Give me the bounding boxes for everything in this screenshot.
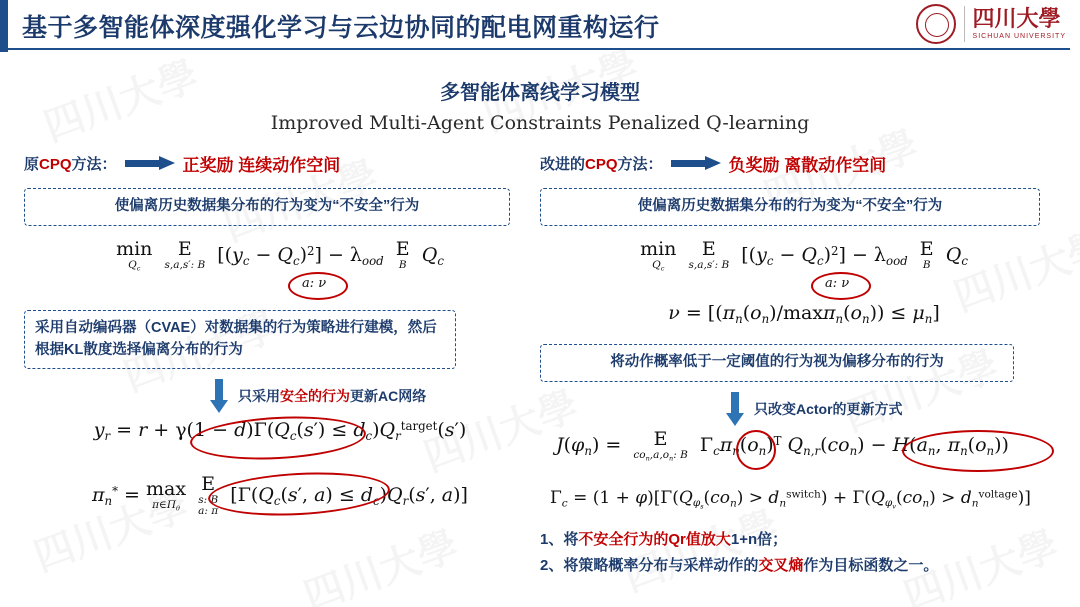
left-method-tag: 正奖励 连续动作空间	[182, 155, 341, 175]
left-arrow-note-red: 安全的行为	[280, 388, 350, 405]
left-method-header	[24, 150, 536, 176]
university-logo	[916, 4, 1066, 44]
left-method-label	[24, 153, 117, 174]
right-note-2-num: 2、	[540, 556, 564, 574]
left-column	[24, 150, 536, 531]
right-formula-j: $J(\varphi_n)$ = E $co_n,a,o_n$: B $\Gamma_c\pi_n(o_n)^T$ $Q_{n,r}(co_n) - H(a_n$, $\pi_n(o_n)$)	[540, 430, 1068, 478]
right-note-1-post: 1+n倍；	[730, 530, 788, 548]
right-note-2-pre: 将策略概率分布与采样动作的	[563, 556, 759, 574]
right-formula-1: min $Q_c$ E s,a,s′: B $[(y_c - Q_c)^2] - \lambda_{ood}$ E B $Q_c$ a: ν	[540, 240, 1068, 306]
seal-icon	[916, 4, 956, 44]
right-method-header	[540, 150, 1068, 176]
left-method-mid: CPQ	[39, 155, 72, 173]
right-arrow-note: 只改变Actor的更新方式	[754, 400, 903, 417]
right-method-tag: 负奖励 离散动作空间	[728, 155, 887, 175]
right-method-label	[540, 153, 663, 174]
left-box-1: 使偏离历史数据集分布的行为变为“不安全”行为	[24, 188, 510, 226]
down-arrow-icon-2	[726, 392, 744, 426]
left-arrow-note-post: 更新AC网络	[350, 388, 427, 405]
header-accent-bar	[0, 0, 8, 52]
right-arrow-icon-2	[671, 156, 721, 170]
down-arrow-icon	[210, 379, 228, 413]
left-formula-2: $y_r = r + \gamma(1 - d)\Gamma(Q_c(s') \le d_c)Q_r^{target}(s')$	[24, 419, 536, 463]
right-note-1	[540, 527, 1068, 553]
logo-name-en: SICHUAN UNIVERSITY	[972, 33, 1066, 40]
slide-subtitle-en: Improved Multi-Agent Constraints Penalized Q-learning	[270, 112, 810, 134]
logo-divider	[964, 6, 965, 42]
header-divider	[8, 48, 1070, 50]
right-box-2: 将动作概率低于一定阈值的行为视为偏移分布的行为	[540, 344, 1014, 382]
right-method-pre: 改进的	[540, 155, 586, 173]
left-formula-1: min $Q_c$ E s,a,s′: B $[(y_c - Q_c)^2] - \lambda_{ood}$ E B $Q_c$ a: ν	[24, 240, 536, 306]
left-method-post: 方法：	[71, 155, 117, 173]
left-arrow-note-pre: 只采用	[238, 388, 280, 405]
right-note-2-red: 交叉熵	[758, 556, 804, 574]
logo-name-cn: 四川大學	[972, 6, 1061, 32]
right-note-1-num: 1、	[540, 530, 564, 548]
right-note-1-red: 不安全行为的Qr值放大	[578, 530, 731, 548]
right-arrow-icon	[125, 156, 175, 170]
right-note-2	[540, 553, 1068, 579]
page-title: 基于多智能体深度强化学习与云边协同的配电网重构运行	[22, 14, 660, 42]
right-method-post: 方法：	[617, 155, 663, 173]
right-note-2-post: 作为目标函数之一。	[803, 556, 939, 574]
right-formula-nu: $\nu = [(\pi_n(o_n)/\max\pi_n(o_n)) \le \mu_n]$	[668, 301, 940, 326]
right-note-1-pre: 将	[563, 530, 579, 548]
left-method-pre: 原	[24, 155, 40, 173]
left-arrow-note-row	[210, 379, 536, 413]
left-formula-3: $\pi_n^*$ = max $\pi\in\Pi_\theta$ E s: B a: π [$\Gamma(Q_c(s'$, $a) \le d_c)Q_r(s'$, a)]	[24, 475, 536, 531]
left-arrow-note	[238, 386, 426, 406]
right-notes	[540, 527, 1068, 580]
slide-header	[0, 0, 1080, 52]
left-box-2: 采用自动编码器（CVAE）对数据集的行为策略进行建模，然后根据KL散度选择偏离分布的行为	[24, 310, 456, 370]
right-column	[540, 150, 1068, 579]
left-circle-note-1: a: ν	[302, 275, 327, 291]
right-circle-note-1: a: ν	[825, 275, 850, 291]
slide-subtitle-cn: 多智能体离线学习模型	[440, 82, 640, 104]
right-box-1: 使偏离历史数据集分布的行为变为“不安全”行为	[540, 188, 1040, 226]
right-formula-gamma: $\Gamma_c = (1 + \varphi)[\Gamma(Q_{\varphi_s}(co_n) > d_n^{switch}) + \Gamma(Q_{\varphi_v}(co_n) > d_n^{voltage})]$	[550, 487, 1031, 511]
right-method-mid: CPQ	[585, 155, 618, 173]
right-arrow-note-row	[726, 392, 1068, 426]
